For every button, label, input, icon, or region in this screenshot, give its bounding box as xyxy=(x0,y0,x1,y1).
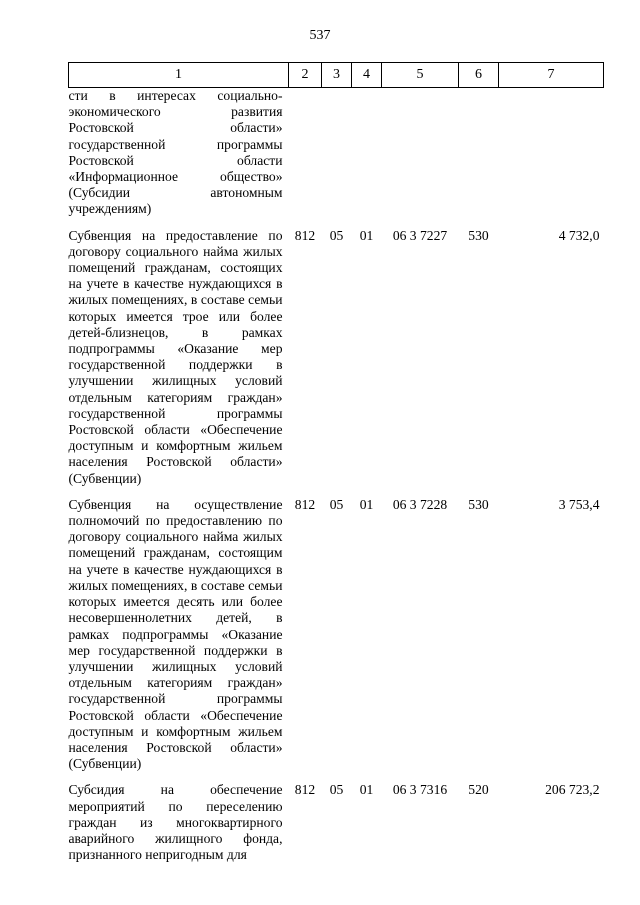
row-target-article: 06 3 7227 xyxy=(392,227,448,243)
row-grbs xyxy=(289,88,322,228)
table-row xyxy=(69,782,604,863)
row-expense-type: 520 xyxy=(468,782,489,798)
row-section: 05 xyxy=(329,496,344,512)
table-row xyxy=(69,497,604,782)
row-section: 05 xyxy=(329,782,344,798)
row-description: Субвенция на осуществление полномочий по предоставлению по договору социального найма жилых помещений гражданам, состоящим на учете в качестве нуждающихся в жилых помещениях, в составе семьи которых имеется десять или более несовершеннолетних детей, в рамках подпрограммы «Оказание мер государственной поддержки в улучшении жилищных условий отдельным категориям граждан» государственной программы Ростовской области «Обеспечение доступным и комфортным жильем населения Ростовской области» (Субвенции) xyxy=(68,496,283,772)
row-target-article xyxy=(382,88,459,228)
table-header xyxy=(69,63,604,88)
header-col-6: 6 xyxy=(459,63,499,88)
header-row xyxy=(69,63,604,88)
page-number: 537 xyxy=(309,28,331,43)
table-row xyxy=(69,228,604,497)
row-description: сти в интересах социально-экономического развития Ростовской области» государственной программы Ростовской области «Информационное общество» (Субсидии автономным учреждениям) xyxy=(68,88,283,217)
header-col-1: 1 xyxy=(69,63,289,88)
row-amount: 3 753,4 xyxy=(558,496,600,512)
header-col-4: 4 xyxy=(352,63,382,88)
row-amount xyxy=(499,88,604,228)
header-col-7: 7 xyxy=(499,63,604,88)
row-subsection xyxy=(352,88,382,228)
row-description: Субвенция на предоставление по договору социального найма жилых помещений гражданам, состоящих на учете в качестве нуждающихся в жилых помещениях, в составе семьи которых имеется трое или более детей-близнецов, в рамках подпрограммы «Оказание мер государственной поддержки в улучшении жилищных условий отдельным категориям граждан» государственной программы Ростовской области «Обеспечение доступным и комфортным жильем населения Ростовской области» (Субвенции) xyxy=(68,227,283,486)
row-target-article: 06 3 7228 xyxy=(392,496,448,512)
row-grbs: 812 xyxy=(294,496,316,512)
row-subsection: 01 xyxy=(359,496,374,512)
budget-table xyxy=(68,62,604,863)
table-body xyxy=(69,88,604,864)
row-section: 05 xyxy=(329,227,344,243)
row-description: Субсидия на обеспечение мероприятий по переселению граждан из многоквартирного аварийного жилищного фонда, признанного непригодным для xyxy=(68,782,283,863)
row-amount: 4 732,0 xyxy=(558,227,600,243)
row-section xyxy=(322,88,352,228)
row-expense-type xyxy=(459,88,499,228)
row-grbs: 812 xyxy=(294,227,316,243)
row-grbs: 812 xyxy=(294,782,316,798)
row-subsection: 01 xyxy=(359,227,374,243)
header-col-5: 5 xyxy=(382,63,459,88)
row-subsection: 01 xyxy=(359,782,374,798)
table-row xyxy=(69,88,604,228)
row-expense-type: 530 xyxy=(468,227,489,243)
row-expense-type: 530 xyxy=(468,496,489,512)
row-target-article: 06 3 7316 xyxy=(392,782,448,798)
header-col-2: 2 xyxy=(289,63,322,88)
row-amount: 206 723,2 xyxy=(545,782,600,798)
header-col-3: 3 xyxy=(322,63,352,88)
